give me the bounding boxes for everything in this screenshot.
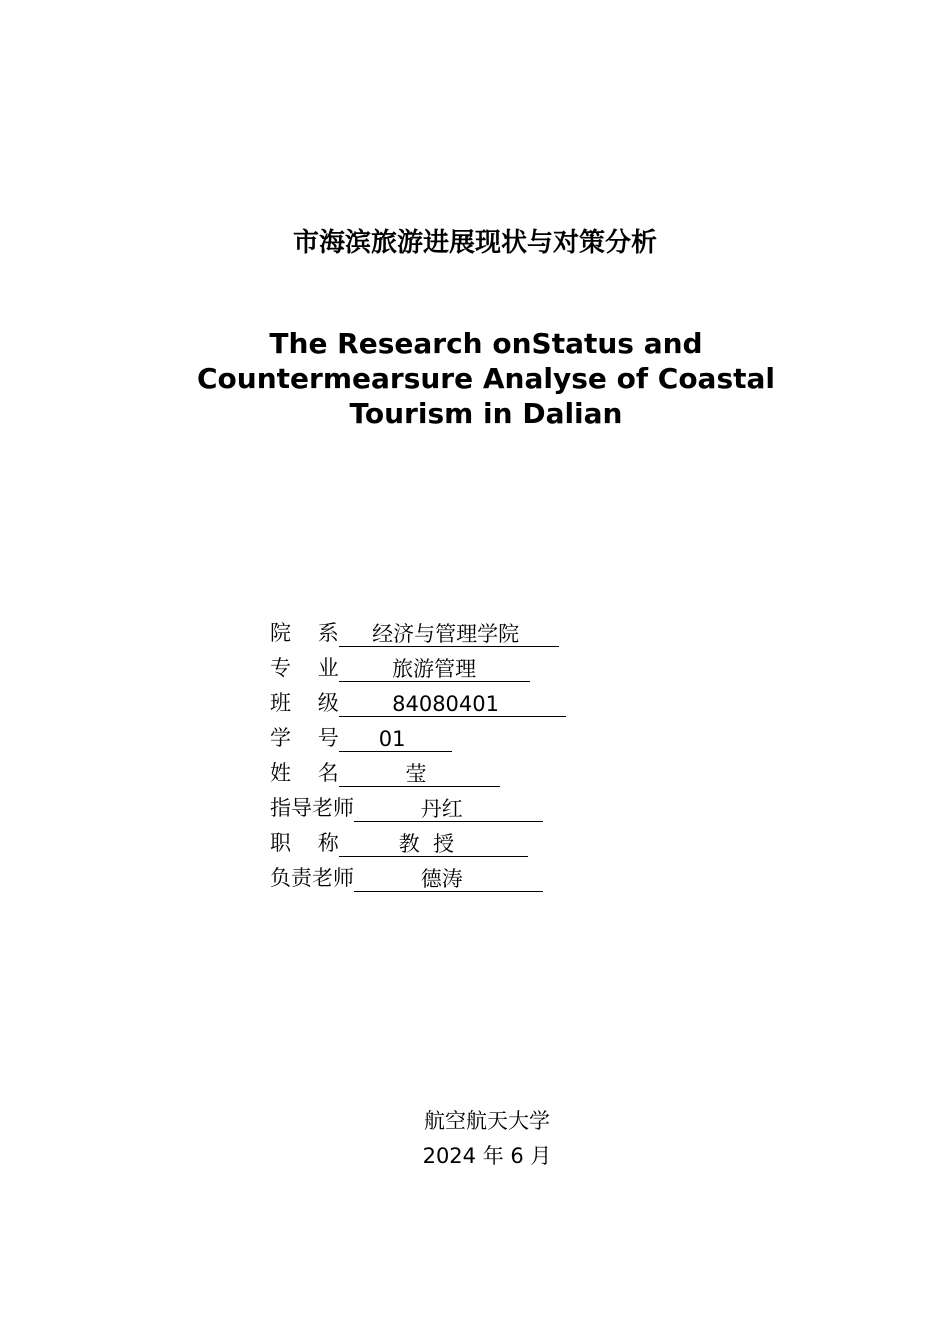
chinese-title: 市海滨旅游进展现状与对策分析: [292, 228, 657, 258]
english-title-line: Tourism in Dalian: [349, 397, 623, 430]
info-row-supervisor: [270, 857, 566, 892]
info-row-title: [270, 822, 566, 857]
info-row-advisor: [270, 787, 566, 822]
info-row-student-id: [270, 717, 566, 752]
info-label: 院 系: [270, 621, 339, 645]
info-label: 指导老师: [270, 796, 354, 820]
info-label: 班 级: [270, 691, 339, 715]
info-label: 学 号: [270, 726, 339, 750]
info-row-department: [270, 612, 566, 647]
info-label: 职 称: [270, 831, 339, 855]
info-value: 莹: [338, 762, 500, 786]
english-title-line: Countermearsure Analyse of Coastal: [197, 362, 775, 395]
student-info-block: [270, 612, 566, 892]
english-title: [170, 326, 802, 431]
info-row-class: [270, 682, 566, 717]
info-row-name: [270, 752, 566, 787]
info-label: 负责老师: [270, 866, 354, 890]
info-label: 姓 名: [270, 761, 339, 785]
info-value: 丹红: [354, 797, 543, 821]
info-value: 旅游管理: [338, 657, 530, 681]
info-row-major: [270, 647, 566, 682]
footer: [0, 1104, 950, 1174]
info-value: 经济与管理学院: [338, 622, 560, 646]
info-label: 专 业: [270, 656, 339, 680]
submission-date: 2024 年 6 月: [422, 1144, 552, 1168]
info-value: 教 授: [338, 832, 528, 856]
info-value: 84080401: [338, 692, 566, 716]
info-value: 德涛: [354, 867, 543, 891]
info-value: 01: [338, 727, 453, 751]
english-title-line: The Research onStatus and: [269, 327, 703, 360]
university-name: 航空航天大学: [424, 1109, 550, 1133]
